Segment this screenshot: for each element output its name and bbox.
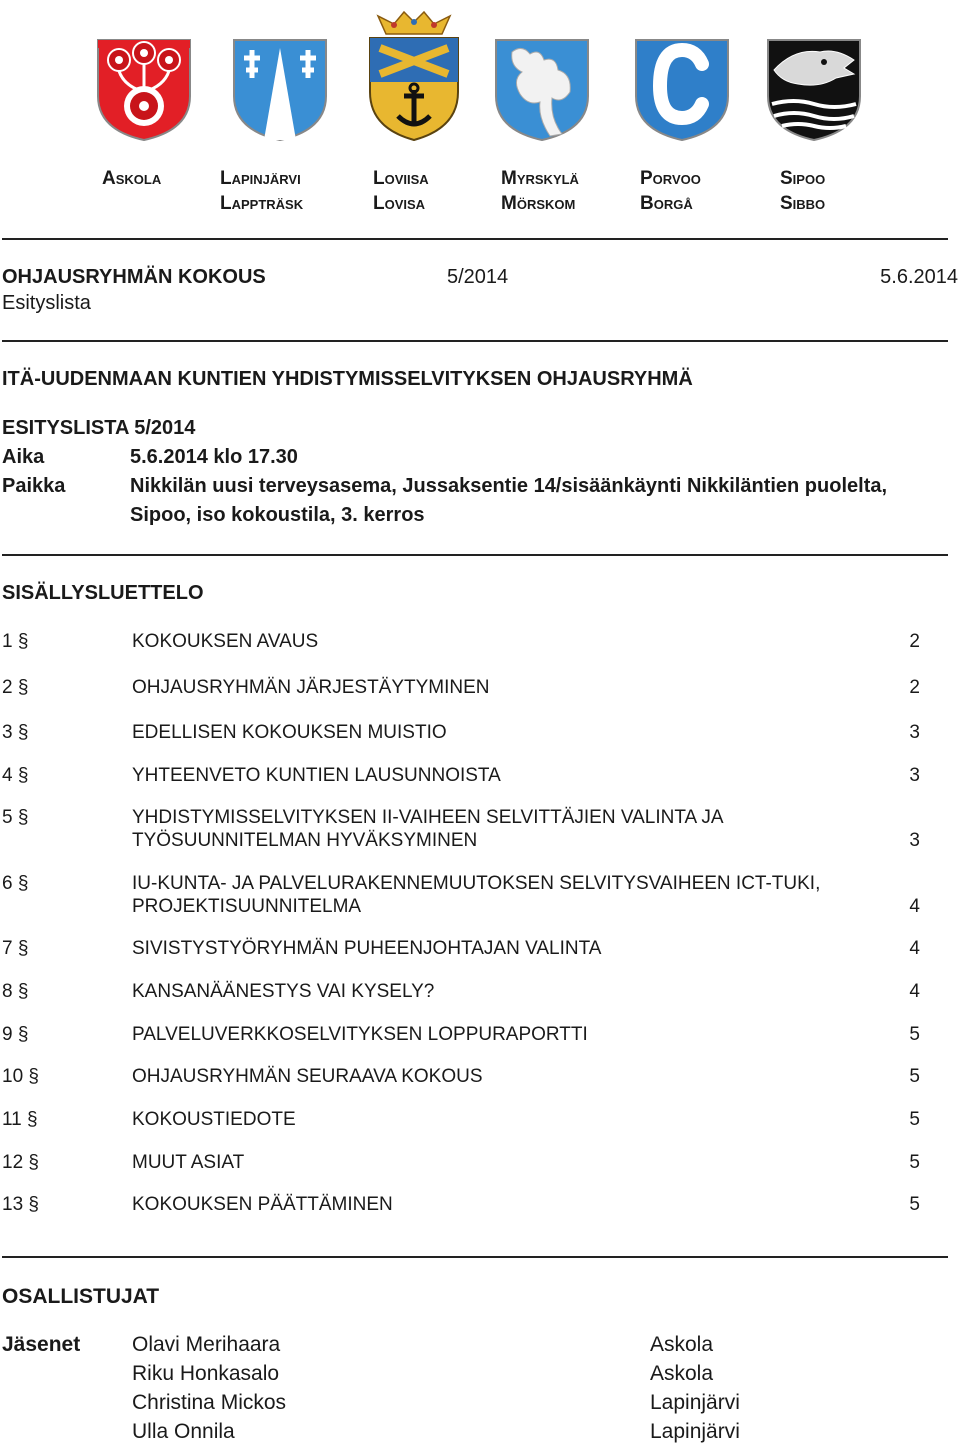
toc-item-title-line2: PROJEKTISUUNNITELMA (132, 896, 362, 917)
meeting-title: OHJAUSRYHMÄN KOKOUS (2, 266, 266, 288)
divider (2, 554, 948, 556)
toc-item-title-line1: SIVISTYSTYÖRYHMÄN PUHEENJOHTAJAN VALINTA (132, 938, 602, 959)
toc-item-title (132, 872, 872, 918)
municipality-name-fi: Myrskylä (501, 168, 579, 189)
section-symbol: § (28, 1152, 39, 1173)
section-symbol: § (17, 873, 29, 894)
toc-item-title (132, 1151, 872, 1174)
section-number: 8 (2, 981, 13, 1002)
toc-item-title-line1: YHTEENVETO KUNTIEN LAUSUNNOISTA (132, 765, 501, 786)
section-symbol: § (27, 1109, 38, 1130)
toc-item-page: 3 (909, 765, 920, 786)
toc-item-number (2, 1151, 39, 1174)
toc-item-title-line1: KANSANÄÄNESTYS VAI KYSELY? (132, 981, 435, 1002)
toc-item-title-line1: MUUT ASIAT (132, 1152, 245, 1173)
toc-item-title-line1: KOKOUKSEN PÄÄTTÄMINEN (132, 1194, 393, 1215)
member-municipality: Askola (650, 1333, 714, 1356)
toc-item-number (2, 676, 28, 699)
section-number: 11 (2, 1109, 22, 1130)
municipality-name-fi: Sipoo (780, 168, 826, 189)
municipality-porvoo (640, 166, 701, 216)
toc-item-number (2, 721, 28, 744)
place-label: Paikka (2, 475, 66, 497)
municipality-name-sv: Sibbo (780, 193, 826, 214)
toc-item-title (132, 676, 872, 699)
toc-item-page: 5 (909, 1024, 920, 1045)
toc-item-title (132, 806, 872, 852)
member-municipality: Lapinjärvi (650, 1420, 740, 1443)
municipality-name-fi: Askola (102, 168, 162, 189)
toc-item-title (132, 721, 872, 744)
section-number: 12 (2, 1152, 24, 1173)
section-number: 9 (2, 1024, 13, 1045)
toc-item-title-line1: IU-KUNTA- JA PALVELURAKENNEMUUTOKSEN SELVITYSVAIHEEN ICT-TUKI, (132, 873, 821, 894)
municipality-name-sv: Lappträsk (220, 193, 304, 214)
askola-coat-of-arms-icon (94, 8, 194, 143)
toc-item-title (132, 1065, 872, 1088)
group-title: ITÄ-UUDENMAAN KUNTIEN YHDISTYMISSELVITYKSEN OHJAUSRYHMÄ (2, 368, 693, 390)
toc-item-page: 4 (909, 938, 920, 959)
section-symbol: § (17, 981, 29, 1002)
municipality-name-fi: Porvoo (640, 168, 701, 189)
sipoo-coat-of-arms-icon (764, 8, 864, 143)
toc-item-page: 5 (909, 1109, 920, 1130)
member-municipality: Lapinjärvi (650, 1391, 740, 1414)
municipality-sipoo (780, 166, 825, 216)
document-type: Esityslista (2, 292, 91, 314)
section-symbol: § (17, 722, 29, 743)
member-name: Olavi Merihaara (132, 1333, 281, 1356)
toc-item-number (2, 630, 28, 653)
toc-item-page: 3 (909, 830, 920, 851)
porvoo-coat-of-arms-icon (632, 8, 732, 143)
section-symbol: § (17, 631, 29, 652)
municipality-name-sv: Lovisa (373, 193, 426, 214)
section-number: 4 (2, 765, 13, 786)
toc-item-title (132, 1108, 872, 1131)
agenda-title: ESITYSLISTA 5/2014 (2, 417, 196, 439)
toc-item-page: 3 (909, 722, 920, 743)
municipality-name-sv: Borgå (640, 193, 693, 214)
section-number: 5 (2, 807, 13, 828)
toc-title: SISÄLLYSLUETTELO (2, 582, 204, 604)
toc-item-number (2, 937, 28, 960)
toc-item-title (132, 1023, 872, 1046)
member-name: Ulla Onnila (132, 1420, 235, 1443)
member-name: Christina Mickos (132, 1391, 287, 1414)
loviisa-coat-of-arms-icon (364, 8, 464, 143)
section-symbol: § (17, 938, 29, 959)
section-number: 6 (2, 873, 13, 894)
toc-item-number (2, 764, 28, 787)
meeting-date: 5.6.2014 (880, 266, 958, 288)
toc-item-title-line1: OHJAUSRYHMÄN JÄRJESTÄYTYMINEN (132, 677, 490, 698)
section-number: 10 (2, 1066, 24, 1087)
member-municipality: Askola (650, 1362, 714, 1385)
municipality-name-fi: Lapinjärvi (220, 168, 301, 189)
meeting-number: 5/2014 (447, 266, 509, 288)
toc-item-title-line1: KOKOUKSEN AVAUS (132, 631, 319, 652)
lapinjarvi-coat-of-arms-icon (230, 8, 330, 143)
toc-item-page: 2 (909, 631, 920, 652)
section-symbol: § (28, 1194, 39, 1215)
municipality-name-sv: Mörskom (501, 193, 576, 214)
section-symbol: § (17, 677, 29, 698)
toc-item-page: 2 (909, 677, 920, 698)
toc-item-title-line1: KOKOUSTIEDOTE (132, 1109, 296, 1130)
toc-item-title-line1: YHDISTYMISSELVITYKSEN II-VAIHEEN SELVITTÄJIEN VALINTA JA (132, 807, 724, 828)
participants-title: OSALLISTUJAT (2, 1285, 160, 1308)
place-value-line1: Nikkilän uusi terveysasema, Jussaksentie 14/sisäänkäynti Nikkiläntien puolelta, (130, 475, 888, 497)
toc-item-number (2, 980, 28, 1003)
municipality-askola (102, 166, 161, 191)
toc-item-title-line1: OHJAUSRYHMÄN SEURAAVA KOKOUS (132, 1066, 483, 1087)
toc-item-number (2, 872, 28, 895)
section-symbol: § (17, 1024, 29, 1045)
toc-item-number (2, 1023, 28, 1046)
section-symbol: § (17, 765, 29, 786)
section-symbol: § (17, 807, 29, 828)
municipality-loviisa (373, 166, 429, 216)
place-value-line2: Sipoo, iso kokoustila, 3. kerros (130, 504, 425, 526)
members-label: Jäsenet (2, 1333, 81, 1356)
toc-item-title (132, 764, 872, 787)
section-symbol: § (28, 1066, 39, 1087)
section-number: 2 (2, 677, 13, 698)
toc-item-title-line2: TYÖSUUNNITELMAN HYVÄKSYMINEN (132, 830, 478, 851)
municipality-lapinjarvi (220, 166, 303, 216)
toc-item-title (132, 937, 872, 960)
section-number: 3 (2, 722, 13, 743)
time-label: Aika (2, 446, 45, 468)
toc-item-number (2, 806, 28, 829)
toc-item-title-line1: PALVELUVERKKOSELVITYKSEN LOPPURAPORTTI (132, 1024, 588, 1045)
section-number: 13 (2, 1194, 24, 1215)
toc-item-title-line1: EDELLISEN KOKOUKSEN MUISTIO (132, 722, 447, 743)
toc-item-title (132, 1193, 872, 1216)
municipality-myrskyla (501, 166, 579, 216)
toc-item-page: 5 (909, 1066, 920, 1087)
toc-item-page: 4 (909, 896, 920, 917)
divider (2, 1256, 948, 1258)
toc-item-number (2, 1108, 38, 1131)
myrskyla-coat-of-arms-icon (492, 8, 592, 143)
toc-item-title (132, 630, 872, 653)
toc-item-number (2, 1065, 39, 1088)
section-number: 1 (2, 631, 13, 652)
time-value: 5.6.2014 klo 17.30 (130, 446, 298, 468)
divider (2, 238, 948, 240)
divider (2, 340, 948, 342)
municipality-name-fi: Loviisa (373, 168, 429, 189)
toc-item-page: 4 (909, 981, 920, 1002)
member-name: Riku Honkasalo (132, 1362, 280, 1385)
toc-item-page: 5 (909, 1152, 920, 1173)
toc-item-page: 5 (909, 1194, 920, 1215)
section-number: 7 (2, 938, 13, 959)
toc-item-title (132, 980, 872, 1003)
toc-item-number (2, 1193, 39, 1216)
